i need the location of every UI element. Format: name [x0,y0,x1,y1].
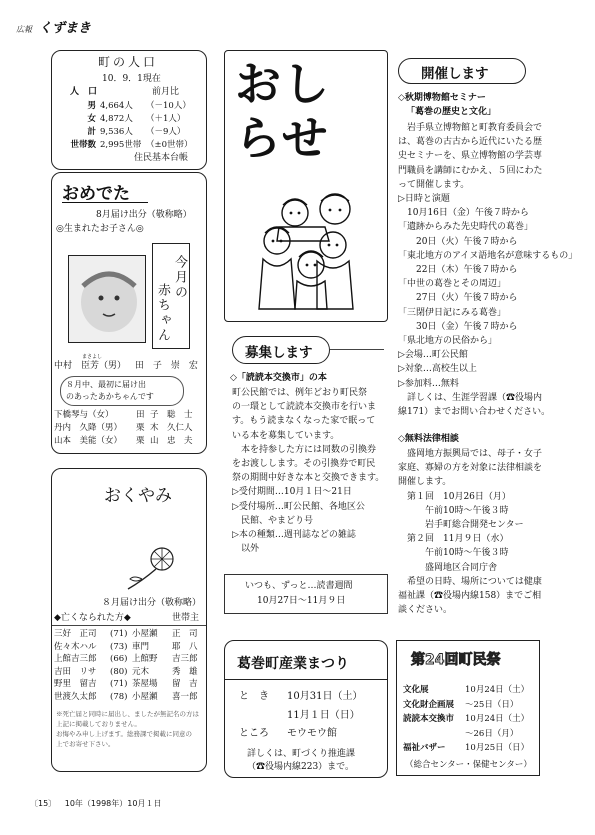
recruit-line: ▷本の種類…週刊誌などの雑誌 [232,530,356,541]
festival-row [403,712,535,727]
reading-week-box [224,574,388,614]
featured-baby-row [54,360,198,374]
population-row-label: 女 [87,114,96,124]
legal-line: 盛岡地方振興局では、母子・女子 [398,449,543,459]
footer [30,797,161,811]
festival-date: 10月24日（土） [465,685,530,695]
festival-event: 読読本交換市 [403,714,455,724]
recruit-line: 本を持参した方には同数の引換券 [232,444,377,455]
birth-box [51,172,207,454]
festival-date: 10月24日（土） [465,714,530,724]
kaisai-heading: ◇秋期博物館セミナー [398,93,486,103]
deceased-area: 小屋瀬 [132,629,158,639]
kaisai-line: 「中世の葛巻とその周辺」 [398,279,507,290]
kaisai-line: ▷会場…町公民館 [398,350,468,361]
kaisai-line: 「三閉伊日記にみる葛巻」 [398,307,507,318]
legal-line: 午前10時～午後３時 [398,505,509,516]
kaisai-line: 線171）までお問い合わせください。 [398,407,551,418]
birth-subtitle: 8月届け出分（敬称略） [96,210,192,220]
table-row [54,666,204,679]
population-row-label: 計 [87,127,96,137]
sangyo-venue: モウモウ館 [287,728,337,739]
kaisai-title-pill [398,58,526,84]
death-box [51,468,207,772]
kaisai-line: って開催します。 [398,179,470,190]
festival-row [403,741,535,756]
legal-line: 談ください。 [398,605,453,616]
death-col-head: 世帯主 [172,613,200,623]
birth-area: 栗 [136,423,145,433]
recruit-line: 町公民館では、例年どおり町民祭 [232,388,368,398]
festival-venue: （総合センター・保健センター） [405,760,532,770]
sangyo-tokoro-label: ところ [239,728,269,739]
birth-row [54,422,204,435]
kaisai-line: は、葛巻の古古から近代にいたる歴 [398,137,543,148]
month-baby-text-2: 赤ちゃん [155,283,170,343]
deceased-area: 車門 [132,641,150,652]
deceased-name: 三好 正司 [54,629,97,639]
month-baby-text-1: 今月の [172,255,187,300]
legal-body [398,447,542,617]
sangyo-note-2: （☎役場内線223）まで。 [247,762,354,772]
kaisai-line: 門職員を講師にむかえ、５回にわた [398,165,543,176]
household-head: 喜一郎 [172,691,198,702]
kaisai-line: 「県北地方の民俗から」 [398,336,498,347]
birth-name: 下橋琴与（女） [54,410,114,420]
legal-line: 開催します。 [398,477,452,488]
recruit-line: 以外 [232,544,260,555]
festival-box [396,640,540,776]
death-note-2: 上記に掲載しておりません。 [56,720,141,728]
table-row [54,641,204,654]
death-note-4: 上でお寄せ下さい。 [56,740,115,748]
household-head: 耶 八 [172,641,198,652]
kaisai-title: 開催します [421,66,489,82]
recruit-heading: ◇「読読本交換市」の本 [230,373,327,383]
featured-baby-parent: 田 子 崇 宏 [134,361,198,371]
oshirase-line-2: らせ [235,111,330,165]
birth-rows [54,409,204,448]
oshirase-line-1: おし [235,57,331,111]
recruit-line: いる本を募集しています。 [232,430,340,441]
kaisai-line: 史セミナーを、県立博物館の学芸専 [398,151,543,162]
featured-baby-ruby: まさよし [82,354,103,360]
kaisai-line: 詳しくは、生涯学習課（☎役場内 [398,392,543,403]
festival-rows [403,683,535,756]
population-col-prev: 前月比 [152,87,180,97]
recruit-line: の一環として読読本交換市を行いま [232,402,377,413]
birth-area: 栗 [136,436,145,446]
recruit-line: をお渡しします。その引換券で町民 [232,459,376,470]
festival-event: 文化財企画展 [403,699,455,710]
sangyo-box [224,640,388,778]
kaisai-line: 「東北地方のアイヌ語地名が意味するもの」 [398,250,578,261]
section-label: 広報 [16,25,32,34]
recruit-body [232,386,384,556]
deceased-area: 元木 [132,666,150,677]
oshirase-box [224,50,388,322]
kaisai-line: 27日（火）午後７時から [398,293,518,304]
kaisai-line: ▷参加料…無料 [398,378,459,389]
population-row-label: 男 [87,101,96,111]
brand-name: くずまき [38,21,91,36]
legal-line: 盛岡地区合同庁舎 [398,562,498,573]
death-note-1: ※死亡届と同時に届出し、ましたが無記名の方は [56,710,199,718]
kaisai-line: 22日（木）午後７時から [398,265,518,276]
kaisai-line: ▷日時と演題 [398,194,450,205]
household-head: 秀 雄 [172,666,198,677]
table-row [54,653,204,666]
deceased-name: 佐々木ハル [54,641,97,652]
festival-row [403,698,535,713]
population-row [60,100,206,113]
recruit-rule [330,349,384,350]
festival-date: ～25日（日） [465,699,519,710]
kaisai-line: 20日（火）午後７時から [398,236,518,247]
population-row [60,139,206,152]
recruit-line: す。もう読まなくなった家で眠って [232,416,376,427]
birth-title: おめでた [62,184,130,204]
deceased-age: (66) [110,654,128,665]
population-rows [60,100,206,152]
population-date: 10．9．1現在 [102,74,161,84]
recruit-line: 祭の期間中好きな本と交換できます。 [232,473,385,484]
page-number: 〔15〕 [30,799,57,808]
sangyo-title: 葛巻町産業まつり [237,656,349,672]
sangyo-rule [225,679,387,680]
population-row [60,113,206,126]
legal-heading: ◇無料法律相談 [398,434,459,444]
kaisai-line: ▷対象…高校生以上 [398,364,477,375]
death-subtitle: ８月届け出分（敬称略） [102,598,202,608]
household-head: 吉三郎 [172,654,198,665]
deceased-name: 世渡久太郎 [54,691,97,702]
legal-line: 第２回 11月９日（水） [398,534,509,545]
birth-caption-1: ８月中、最初に届け出 [66,380,146,389]
deceased-age: (71) [110,629,128,639]
festival-row [403,727,535,742]
birth-name: 丹内 久降（男） [54,423,123,433]
death-title: おくやみ [104,486,172,506]
legal-line: 家庭、寡婦の方を対象に法律相談を [398,463,543,474]
household-head: 留 吉 [172,679,198,690]
festival-date: 10月25日（日） [465,743,530,753]
population-row-value: 2,995世帯 [100,140,142,150]
population-col-label: 人 口 [70,87,98,97]
sangyo-toki-label: と き [239,691,269,702]
death-rows [54,628,204,704]
festival-event: 福祉バザー [403,743,446,753]
population-box [51,50,207,170]
recruit-line: 民館、やまどり号 [232,515,314,526]
population-row-diff: （－10人） [146,101,191,111]
population-row-diff: （＋1人） [146,114,186,124]
sangyo-date-2: 11月１日（日） [287,710,360,721]
birth-row [54,435,204,448]
baby-photo [68,255,146,343]
kaisai-line: 30日（金）午後７時から [398,321,518,332]
deceased-area: 茶屋場 [132,679,158,690]
table-row [54,628,204,641]
birth-name: 山本 美能（女） [54,436,123,446]
festival-event: 文化展 [403,685,429,695]
recruit-title-pill [232,336,330,364]
birth-parent: 山 忠 夫 [150,436,193,446]
baby-face-icon [69,256,145,342]
table-row [54,678,204,691]
festival-title: 第24回町民祭 [411,652,501,668]
death-table-frame [52,625,206,626]
deceased-age: (80) [110,666,128,677]
population-row-diff: （±0世帯） [146,140,193,150]
issue-date: 10年（1998年）10月１日 [64,799,162,808]
population-title: 町の人口 [98,55,159,69]
sangyo-note-1: 詳しくは、町づくり推進課 [247,749,356,759]
population-row-diff: （－9人） [146,127,186,137]
festival-row [403,683,535,698]
recruit-title: 募集します [245,345,313,361]
birth-title-underline [62,202,148,203]
kaisai-line: 10月16日（金）午後７時から [398,208,529,219]
legal-line: 福祉課（☎役場内線158）までご相 [398,591,542,602]
household-head: 正 司 [172,629,198,639]
kaisai-body [398,121,577,419]
reading-week-line-1: いつも、ずっと…読書週間 [245,581,353,591]
family-illustration-icon [237,183,377,313]
birth-area: 田 [136,410,145,420]
masthead [16,22,91,38]
deceased-area: 小屋瀬 [132,691,158,702]
death-note-3: お悔やみ申し上げます。総務課で掲載に同意の [56,730,192,738]
population-row-label: 世帯数 [70,140,96,150]
recruit-line: ▷受付場所…町公民館、各地区公 [232,501,365,512]
birth-row [54,409,204,422]
birth-parent: 木 久仁人 [150,423,193,433]
table-row [54,691,204,704]
legal-line: 希望の日時、場所については健康 [398,576,542,587]
birth-parent: 子 聡 士 [150,410,193,420]
legal-line: 午前10時～午後３時 [398,548,509,559]
recruit-line: ▷受付期間…10月１日～21日 [232,487,352,498]
population-row-value: 4,664人 [100,101,133,111]
featured-baby-name: 中村 臣芳（男） [54,361,127,371]
kaisai-subheading: 「葛巻の歴史と文化」 [406,107,497,117]
deceased-age: (71) [110,679,128,690]
population-row [60,126,206,139]
deceased-age: (73) [110,641,128,652]
festival-date: ～26日（月） [465,728,519,739]
kaisai-line: 岩手県立博物館と町教育委員会で [398,123,543,133]
deceased-name: 吉田 リサ [54,666,97,677]
legal-line: 岩手町総合開発センター [398,520,524,531]
deceased-area: 上館野 [132,654,158,665]
population-row-value: 4,872人 [100,114,133,124]
sangyo-date-1: 10月31日（土） [287,691,363,702]
reading-week-line-2: 10月27日～11月９日 [257,596,346,606]
death-label: ◆亡くなられた方◆ [54,613,131,623]
population-row-value: 9,536人 [100,127,133,137]
birth-label: ◎生まれたお子さん◎ [56,224,144,234]
birth-caption-2: のあったあかちゃんです [66,392,154,401]
deceased-name: 野里 留吉 [54,679,97,690]
birth-caption-oval [60,376,184,406]
legal-line: 第１回 10月26日（月） [398,491,511,502]
population-source: 住民基本台帳 [134,153,189,163]
death-notes [56,709,199,749]
chrysanthemum-icon [124,545,184,593]
kaisai-line: 「遺跡からみた先史時代の葛巻」 [398,222,534,233]
deceased-name: 上館吉三郎 [54,654,97,665]
deceased-age: (78) [110,691,128,702]
